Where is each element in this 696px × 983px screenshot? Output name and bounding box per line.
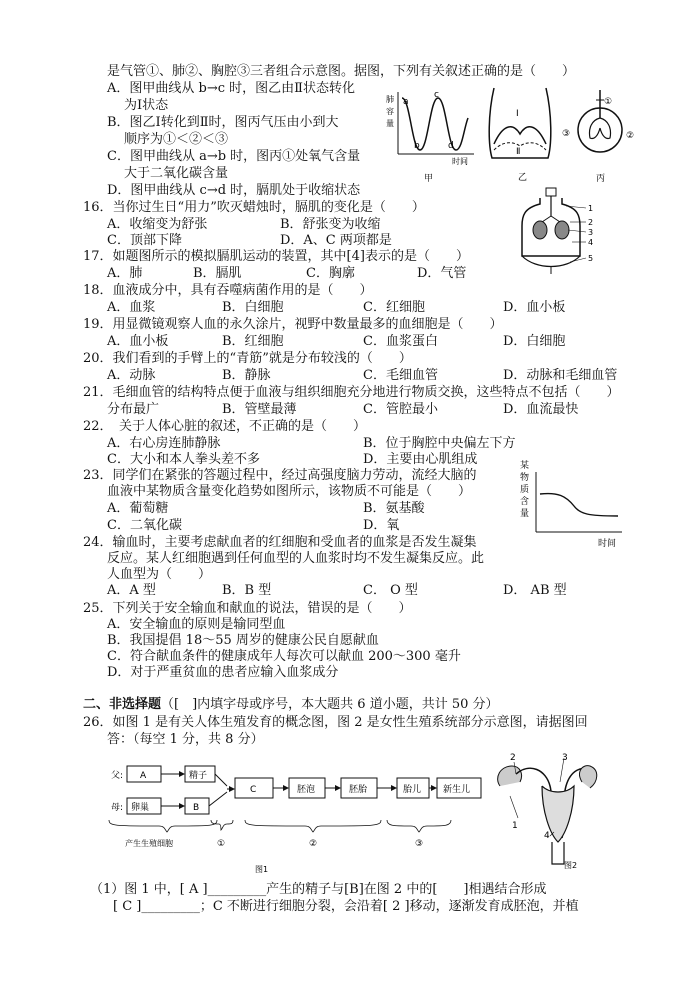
fig2-label-4: 4 bbox=[544, 831, 550, 841]
q19-option-c: C．血浆蛋白 bbox=[363, 334, 438, 349]
model-label-4: 4 bbox=[588, 238, 594, 247]
jia-point-b: b bbox=[414, 141, 420, 151]
bing-caption: 丙 bbox=[596, 174, 606, 184]
q24-stem-line1: 24．输血时，主要考虑献血者的红细胞和受血者的血浆是否发生凝集 bbox=[83, 535, 477, 550]
q15-option-c-line2: 大于二氧化碳含量 bbox=[124, 166, 229, 181]
model-label-1: 1 bbox=[588, 204, 594, 213]
q17-option-a: A．肺 bbox=[107, 266, 143, 281]
q16-stem: 16．当你过生日“用力”吹灭蜡烛时，膈肌的变化是（ ） bbox=[83, 200, 425, 215]
q16-option-a: A．收缩变为舒张 bbox=[107, 217, 208, 232]
figure-bing-lung-model bbox=[560, 88, 640, 184]
q21-stem: 21．毛细血管的结构特点便于血液与组织细胞充分地进行物质交换，这些特点不包括（ ） bbox=[83, 385, 620, 400]
q15-option-b-line1: B．图乙Ⅰ转化到Ⅱ时，图丙气压由小到大 bbox=[107, 115, 339, 130]
section2-desc: （[ ]内填字母或序号，本大题共 6 道小题，共计 50 分） bbox=[161, 697, 499, 712]
fig1-mother-label: 母: bbox=[111, 803, 124, 813]
fig1-text-a: A bbox=[140, 771, 147, 781]
bing-label-3: ③ bbox=[562, 129, 571, 139]
yi-label-i: Ⅰ bbox=[516, 109, 519, 119]
model-label-3: 3 bbox=[588, 228, 594, 237]
fig1-merge-bottom bbox=[209, 792, 227, 806]
q24-option-b: B．B 型 bbox=[222, 583, 272, 598]
q16-option-c: C．顶部下降 bbox=[107, 233, 182, 248]
fig2-right-ovary bbox=[580, 766, 597, 788]
trend-xlabel: 时间 bbox=[598, 539, 617, 548]
q23-option-d: D．氧 bbox=[363, 518, 400, 533]
figure2-female-reproductive-system bbox=[490, 752, 610, 872]
fig2-label-2: 2 bbox=[510, 753, 516, 763]
q26-stem-line1: 26．如图 1 是有关人体生殖发育的概念图，图 2 是女性生殖系统部分示意图，请据图回 bbox=[83, 715, 588, 730]
jia-xlabel: 时间 bbox=[452, 157, 468, 166]
figure-yi-thorax bbox=[486, 84, 556, 184]
q16-option-b: B．舒张变为收缩 bbox=[280, 217, 381, 232]
model-label-5: 5 bbox=[588, 254, 594, 263]
fig1-arrowhead-ovary-b bbox=[179, 803, 185, 809]
q25-option-a: A．安全输血的原则是输同型血 bbox=[107, 617, 286, 632]
q20-option-b: B．静脉 bbox=[222, 368, 271, 383]
section2-title: 二、非选择题 bbox=[83, 697, 162, 712]
fig1-text-c: C bbox=[250, 785, 257, 795]
fig1-arrowhead-fetus bbox=[391, 785, 397, 791]
q15-option-d: D．图甲曲线从 c→d 时，膈肌处于收缩状态 bbox=[107, 183, 361, 198]
fig1-brace-3 bbox=[387, 820, 451, 832]
fig1-arrowhead-newborn bbox=[431, 785, 437, 791]
fig1-arrowhead-blasto bbox=[283, 785, 289, 791]
fig1-merge-top bbox=[215, 774, 227, 786]
q24-option-a: A．A 型 bbox=[107, 583, 156, 598]
fig1-brace-cells bbox=[109, 820, 217, 832]
fig1-arrowhead-embryo bbox=[335, 785, 341, 791]
model-right-balloon bbox=[555, 221, 569, 239]
fig1-label-3: ③ bbox=[415, 839, 424, 849]
q18-option-c: C．红细胞 bbox=[363, 300, 425, 315]
q26-part1-line1: （1）图 1 中，[ A ]_________产生的精子与[B]在图 2 中的[ ]相遇结合形成 bbox=[90, 882, 547, 897]
q18-option-d: D．血小板 bbox=[503, 300, 566, 315]
q19-option-b: B．红细胞 bbox=[222, 334, 284, 349]
model-branches bbox=[542, 216, 560, 222]
fig1-caption: 图1 bbox=[255, 865, 269, 874]
fig1-label-1: ① bbox=[217, 839, 226, 849]
q24-option-d: D． AB 型 bbox=[503, 583, 567, 598]
yi-caption: 乙 bbox=[518, 173, 528, 183]
fig2-label-3: 3 bbox=[562, 753, 568, 763]
q22-option-b: B．位于胸腔中央偏左下方 bbox=[363, 436, 516, 451]
q23-option-c: C．二氧化碳 bbox=[107, 518, 182, 533]
fig1-father-label: 父: bbox=[111, 771, 124, 781]
q21-option-a: 分布最广 bbox=[107, 402, 160, 417]
q21-option-d: D．血流最快 bbox=[503, 402, 579, 417]
fig1-text-newborn: 新生儿 bbox=[443, 785, 471, 795]
q23-option-b: B．氨基酸 bbox=[363, 501, 425, 516]
q20-option-d: D．动脉和毛细血管 bbox=[503, 368, 618, 383]
q20-stem: 20．我们看到的手臂上的“青筋”就是分布较浅的（ ） bbox=[83, 351, 412, 366]
fig1-arrowhead-a-sperm bbox=[179, 771, 185, 777]
trend-ylabel-2: 物 bbox=[520, 473, 530, 483]
figure-substance-trend bbox=[518, 456, 630, 548]
trend-ylabel-3: 质 bbox=[520, 485, 530, 495]
fig1-brace-2 bbox=[245, 820, 381, 832]
q18-stem: 18．血液成分中，具有吞噬病菌作用的是（ ） bbox=[83, 283, 373, 298]
jia-point-d: d bbox=[448, 141, 454, 151]
fig2-caption: 图2 bbox=[564, 861, 578, 870]
q25-option-b: B．我国提倡 18～55 周岁的健康公民自愿献血 bbox=[107, 633, 379, 648]
bing-label-2: ② bbox=[626, 131, 635, 141]
fig1-text-sperm: 精子 bbox=[189, 771, 208, 781]
yi-label-ii: Ⅱ bbox=[516, 147, 521, 157]
figure1-concept-map bbox=[105, 756, 485, 878]
jia-curve bbox=[402, 98, 468, 150]
trend-ylabel-5: 量 bbox=[520, 509, 530, 519]
jia-ylabel-part3: 量 bbox=[386, 119, 394, 128]
q22-option-a: A．右心房连肺静脉 bbox=[107, 436, 221, 451]
section2-heading bbox=[83, 697, 499, 713]
trend-ylabel-1: 某 bbox=[520, 461, 530, 471]
q19-option-d: D．白细胞 bbox=[503, 334, 566, 349]
q16-option-d: D．A、C 两项都是 bbox=[280, 233, 392, 248]
fig2-left-ovary bbox=[498, 766, 522, 786]
q24-option-c: C． O 型 bbox=[363, 583, 418, 598]
q18-option-a: A．血浆 bbox=[107, 300, 156, 315]
q15-option-a-line2: 为Ⅰ状态 bbox=[124, 98, 169, 113]
q25-option-d: D．对于严重贫血的患者应输入血浆成分 bbox=[107, 665, 339, 680]
fig2-vagina bbox=[552, 842, 564, 864]
q17-option-c: C．胸廓 bbox=[306, 266, 355, 281]
fig2-leader-1 bbox=[510, 796, 518, 818]
q25-stem: 25．下列关于安全输血和献血的说法，错误的是（ ） bbox=[83, 601, 412, 616]
q18-option-b: B．白细胞 bbox=[222, 300, 284, 315]
jia-point-c: c bbox=[434, 90, 439, 100]
q17-option-b: B．膈肌 bbox=[193, 266, 242, 281]
bing-right-lung bbox=[600, 118, 611, 139]
jia-point-a: a bbox=[403, 97, 409, 107]
fig2-label-1: 1 bbox=[512, 821, 518, 831]
jia-ylabel-part1: 肺 bbox=[386, 95, 394, 104]
fig1-brace-1 bbox=[211, 820, 233, 830]
yi-diaphragm-state-i bbox=[494, 127, 546, 144]
q19-option-a: A．血小板 bbox=[107, 334, 169, 349]
figure-jia-lung-volume-curve bbox=[386, 88, 478, 184]
q26-stem-line2: 答：（每空 1 分，共 8 分） bbox=[107, 732, 264, 747]
q24-stem-line3: 人血型为（ ） bbox=[107, 567, 212, 582]
q20-option-c: C．毛细血管 bbox=[363, 368, 438, 383]
fig1-label-cells: 产生生殖细胞 bbox=[125, 839, 173, 848]
bing-left-lung bbox=[589, 118, 600, 139]
q15-option-c-line1: C．图甲曲线从 a→b 时，图丙①处氧气含量 bbox=[107, 149, 361, 164]
fig1-arrowhead-c bbox=[229, 786, 235, 792]
trend-curve bbox=[540, 494, 618, 517]
q25-option-c: C．符合献血条件的健康成年人每次可以献血 200～300 毫升 bbox=[107, 649, 461, 664]
model-leader-3 bbox=[568, 230, 586, 232]
fig1-text-blastocyst: 胚泡 bbox=[297, 785, 316, 795]
fig1-text-embryo: 胚胎 bbox=[349, 785, 368, 795]
figure-diaphragm-model bbox=[510, 186, 600, 276]
q22-option-d: D．主要由心肌组成 bbox=[363, 452, 478, 467]
fig1-label-2: ② bbox=[309, 839, 318, 849]
model-stopper bbox=[546, 188, 556, 196]
q20-option-a: A．动脉 bbox=[107, 368, 156, 383]
q15-intro: 是气管①、肺②、胸腔③三者组合示意图。据图，下列有关叙述正确的是（ ） bbox=[107, 64, 576, 79]
q15-option-a-line1: A．图甲曲线从 b→c 时，图乙由Ⅱ状态转化 bbox=[107, 81, 355, 96]
q22-stem: 22． 关于人体心脏的叙述，不正确的是（ ） bbox=[83, 419, 367, 434]
q19-stem: 19．用显微镜观察人血的永久涂片，视野中数量最多的血细胞是（ ） bbox=[83, 317, 503, 332]
model-left-balloon bbox=[533, 221, 547, 239]
q17-stem: 17．如题图所示的模拟膈肌运动的装置，其中[4]表示的是（ ） bbox=[83, 249, 469, 264]
q23-stem-line1: 23．同学们在紧张的答题过程中，经过高强度脑力劳动，流经大脑的 bbox=[83, 468, 477, 483]
jia-ylabel-part2: 容 bbox=[386, 107, 394, 116]
fig1-text-b: B bbox=[193, 803, 200, 813]
q24-stem-line2: 反应。某人红细胞遇到任何血型的人血浆时均不发生凝集反应。此 bbox=[107, 551, 485, 566]
jia-caption: 甲 bbox=[424, 174, 434, 184]
q21-option-c: C．管腔最小 bbox=[363, 402, 438, 417]
q22-option-c: C．大小和本人拳头差不多 bbox=[107, 452, 260, 467]
q15-option-b-line2: 顺序为①＜②＜③ bbox=[124, 132, 229, 147]
q23-option-a: A．葡萄糖 bbox=[107, 501, 169, 516]
model-rubber-membrane bbox=[522, 256, 580, 267]
bing-label-1: ① bbox=[604, 97, 613, 107]
model-label-2: 2 bbox=[588, 218, 594, 227]
fig1-text-fetus: 胎儿 bbox=[403, 785, 422, 795]
fig1-text-ovary: 卵巢 bbox=[131, 803, 150, 813]
q21-option-b: B．管壁最薄 bbox=[222, 402, 297, 417]
q26-part1-line2: [ C ]_________；C 不断进行细胞分裂，会沿着[ 2 ]移动，逐渐发育成胚泡，并植 bbox=[113, 899, 579, 914]
q23-stem-line2: 血液中某物质含量变化趋势如图所示，该物质不可能是（ ） bbox=[107, 484, 472, 499]
trend-ylabel-4: 含 bbox=[520, 497, 530, 507]
q17-option-d: D．气管 bbox=[417, 266, 467, 281]
